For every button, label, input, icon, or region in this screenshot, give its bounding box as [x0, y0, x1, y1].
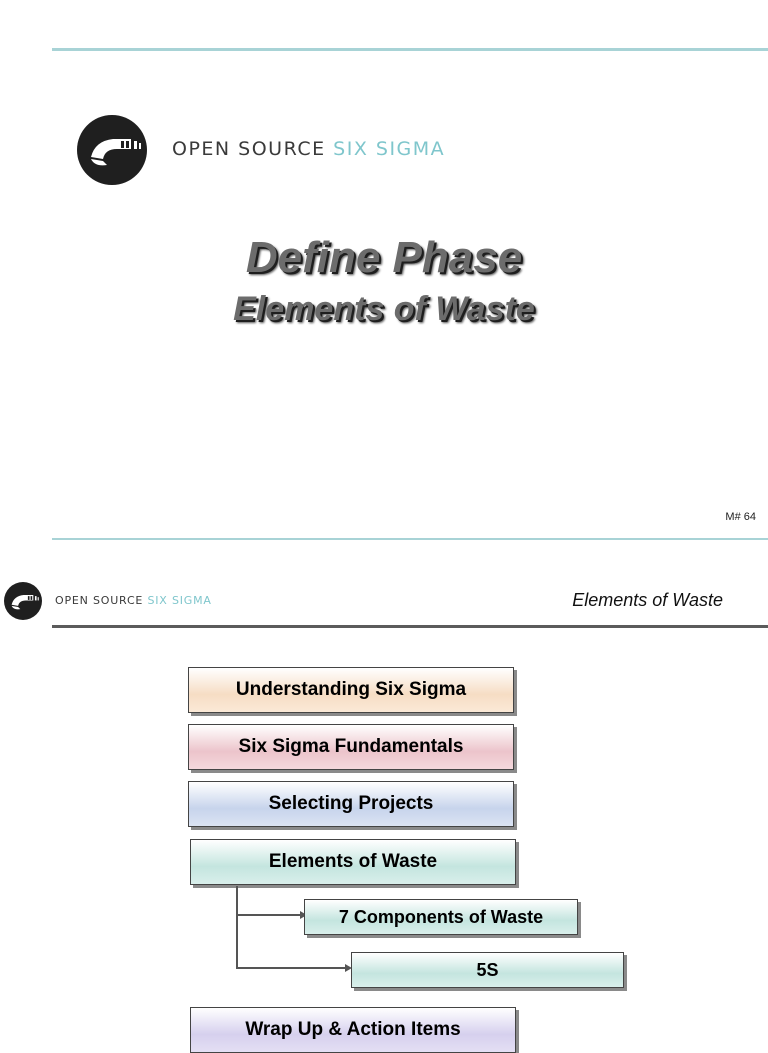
slide-subtitle: Elements of Waste — [233, 290, 535, 328]
agenda-slide — [0, 540, 768, 1040]
page-number: M# 64 — [725, 511, 756, 523]
header-title: Elements of Waste — [572, 590, 723, 610]
agenda-item-wrap-up-action-items: Wrap Up & Action Items — [190, 1007, 516, 1053]
brand-wordmark — [172, 138, 445, 160]
agenda-subitem-5s: 5S — [351, 952, 624, 988]
header-brand-name: OPEN SOURCE — [55, 594, 144, 607]
agenda-item-six-sigma-fundamentals: Six Sigma Fundamentals — [188, 724, 514, 770]
agenda-subitem-7-components-of-waste: 7 Components of Waste — [304, 899, 578, 935]
header-brand-accent: SIX SIGMA — [147, 594, 212, 607]
top-divider — [52, 48, 768, 51]
slide-title: Define Phase — [245, 233, 523, 282]
agenda-item-elements-of-waste: Elements of Waste — [190, 839, 516, 885]
open-source-six-sigma-logo-icon — [77, 115, 147, 185]
brand-logo-icon — [77, 115, 147, 185]
brand-accent: SIX SIGMA — [333, 138, 446, 160]
agenda-item-selecting-projects: Selecting Projects — [188, 781, 514, 827]
brand-name: OPEN SOURCE — [172, 138, 326, 160]
agenda-item-understanding-six-sigma: Understanding Six Sigma — [188, 667, 514, 713]
